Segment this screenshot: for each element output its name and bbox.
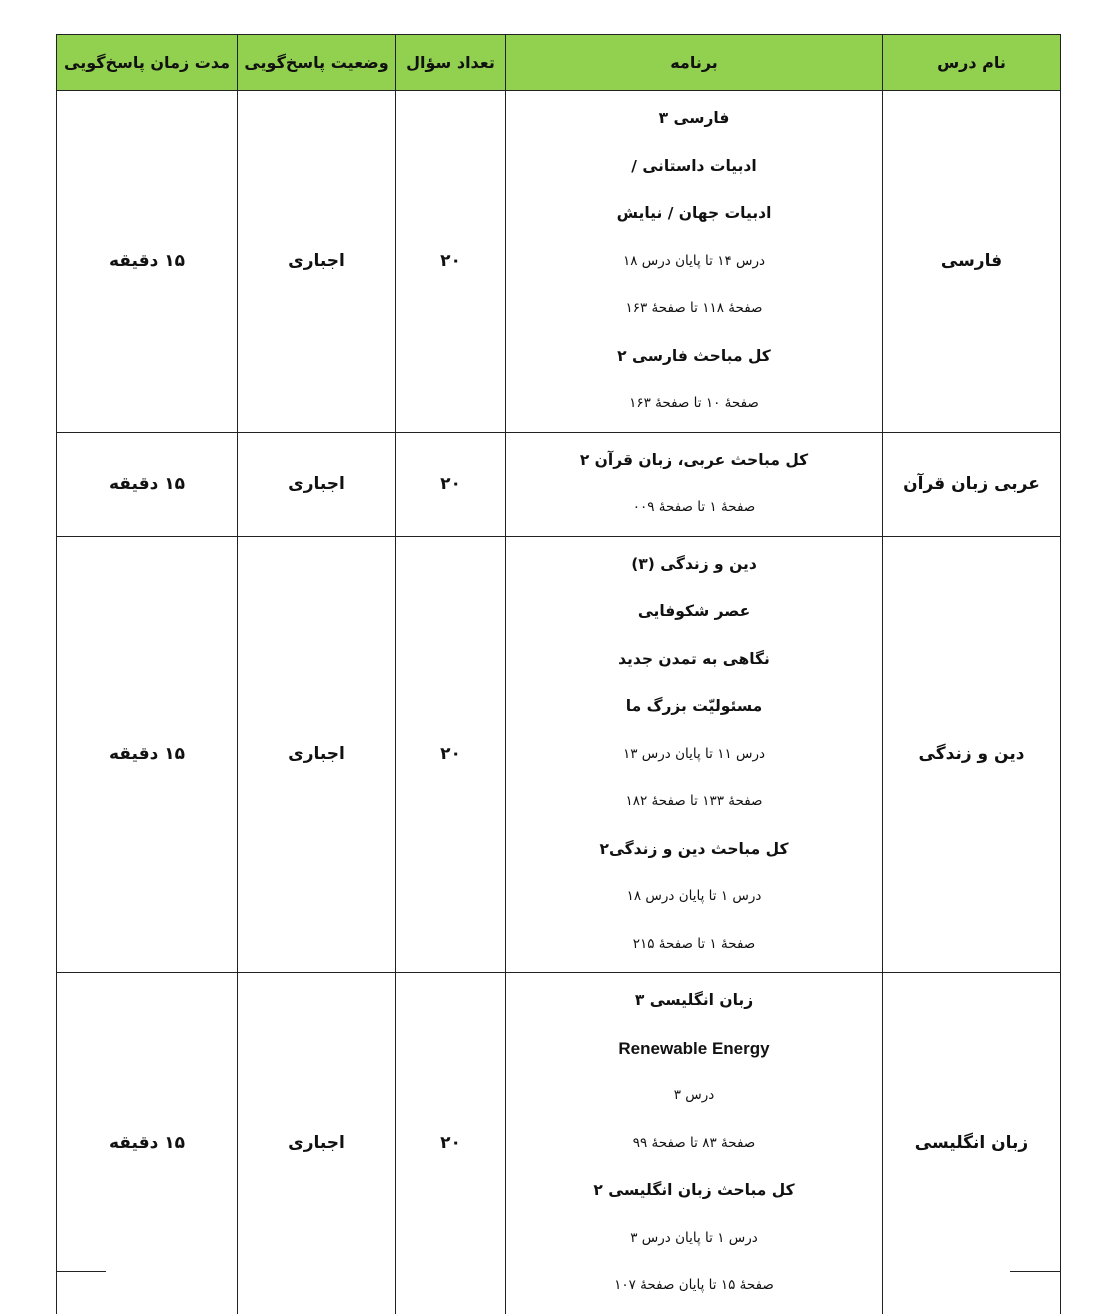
program-cell (506, 91, 883, 433)
bottom-border-fragment-left (56, 1271, 106, 1272)
header-program: برنامه (506, 35, 883, 91)
program-heading: مسئولیّت بزرگ ما (625, 697, 763, 715)
program-detail: درس ۱ تا پایان درس ۳ (630, 1229, 758, 1246)
header-status: وضعیت پاسخ‌گویی (238, 35, 396, 91)
program-heading: زبان انگلیسی ۳ (634, 991, 754, 1009)
program-detail: صفحهٔ ۱۵ تا پایان صفحهٔ ۱۰۷ (614, 1277, 774, 1293)
header-row (57, 35, 1061, 91)
table-row (57, 432, 1061, 536)
program-detail: صفحهٔ ۱ تا صفحهٔ ۲۱۵ (632, 935, 756, 952)
course-name-cell: دین و زندگی (883, 536, 1061, 973)
program-heading: کل مباحث فارسی ۲ (617, 346, 771, 365)
answer-duration-cell: ۱۵ دقیقه (57, 432, 238, 536)
program-detail: درس ۱ تا پایان درس ۱۸ (626, 888, 762, 904)
program-heading: نگاهی به تمدن جدید (618, 649, 770, 668)
course-name-cell: زبان انگلیسی (883, 973, 1061, 1314)
question-count-cell: ۲۰ (396, 432, 506, 536)
question-count-cell: ۲۰ (396, 536, 506, 973)
header-duration: مدت زمان پاسخ‌گویی (57, 35, 238, 91)
program-heading: Renewable Energy (618, 1038, 770, 1058)
answer-status-cell: اجباری (238, 536, 396, 973)
header-count: تعداد سؤال (396, 35, 506, 91)
table-row (57, 536, 1061, 973)
program-detail: صفحهٔ ۱۱۸ تا صفحهٔ ۱۶۳ (625, 300, 763, 316)
program-detail: درس ۳ (673, 1087, 715, 1103)
program-detail: درس ۱۱ تا پایان درس ۱۳ (622, 745, 766, 762)
answer-status-cell: اجباری (238, 973, 396, 1314)
answer-status-cell: اجباری (238, 432, 396, 536)
program-detail: صفحهٔ ۱۰ تا صفحهٔ ۱۶۳ (629, 395, 759, 411)
bottom-border-fragment-right (1010, 1271, 1060, 1272)
program-heading: کل مباحث عربی، زبان قرآن ۲ (579, 450, 809, 469)
table-row (57, 973, 1061, 1314)
program-heading: فارسی ۳ (658, 109, 730, 127)
exam-schedule-table-wrapper (56, 34, 1060, 1314)
program-heading: کل مباحث زبان انگلیسی ۲ (593, 1181, 795, 1199)
program-detail: صفحهٔ ۸۳ تا صفحهٔ ۹۹ (632, 1134, 756, 1151)
program-heading: کل مباحث دین و زندگی۲ (599, 839, 789, 858)
program-detail: صفحهٔ ۱ تا صفحهٔ ۰۰۹ (632, 499, 756, 515)
course-name-cell: عربی زبان قرآن (883, 432, 1061, 536)
header-course: نام درس (883, 35, 1061, 91)
question-count-cell: ۲۰ (396, 91, 506, 433)
program-detail: صفحهٔ ۱۳۳ تا صفحهٔ ۱۸۲ (625, 793, 763, 809)
answer-duration-cell: ۱۵ دقیقه (57, 91, 238, 433)
program-cell (506, 973, 883, 1314)
answer-duration-cell: ۱۵ دقیقه (57, 536, 238, 973)
program-heading: دین و زندگی (۳) (631, 554, 757, 573)
exam-schedule-table (56, 34, 1061, 1314)
answer-duration-cell: ۱۵ دقیقه (57, 973, 238, 1314)
program-heading: ادبیات جهان / نیایش (616, 204, 772, 222)
program-heading: عصر شکوفایی (637, 602, 751, 620)
program-cell (506, 536, 883, 973)
question-count-cell: ۲۰ (396, 973, 506, 1314)
answer-status-cell: اجباری (238, 91, 396, 433)
course-name-cell: فارسی (883, 91, 1061, 433)
program-cell (506, 432, 883, 536)
program-heading: ادبیات داستانی / (631, 156, 757, 175)
program-detail: درس ۱۴ تا پایان درس ۱۸ (622, 252, 766, 269)
table-row (57, 91, 1061, 433)
